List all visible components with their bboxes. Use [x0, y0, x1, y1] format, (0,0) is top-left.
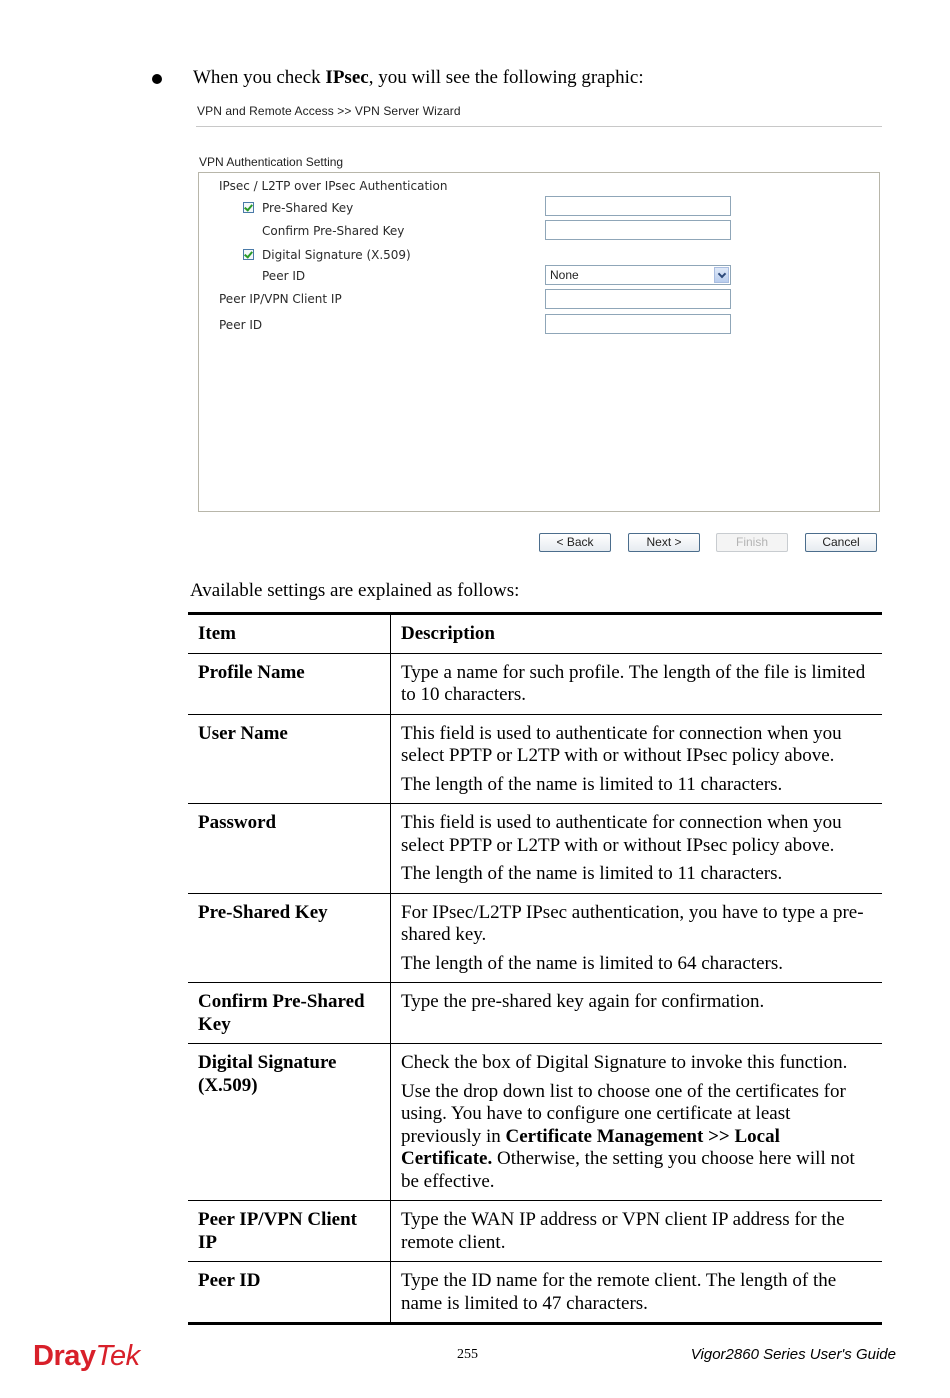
table-row — [188, 714, 882, 804]
header-description: Description — [401, 623, 495, 644]
guide-title: Vigor2860 Series User's Guide — [690, 1346, 896, 1363]
table-row — [188, 1262, 882, 1324]
peer-id-select[interactable] — [545, 265, 731, 285]
settings-intro: Available settings are explained as follows: — [190, 580, 520, 601]
divider — [196, 126, 882, 127]
row-item: Profile Name — [188, 653, 391, 714]
next-button[interactable]: Next > — [628, 533, 700, 552]
table-row — [188, 983, 882, 1044]
breadcrumb: VPN and Remote Access >> VPN Server Wizard — [197, 104, 461, 118]
settings-table — [188, 612, 882, 1325]
peer-id-input[interactable] — [545, 314, 731, 334]
intro-text: When you check IPsec, you will see the following graphic: — [193, 67, 644, 88]
table-row — [188, 804, 882, 894]
peer-ip-label: Peer IP/VPN Client IP — [219, 292, 342, 306]
peer-id-select-value: None — [550, 268, 579, 282]
table-row — [188, 893, 882, 983]
authentication-panel — [198, 172, 880, 512]
section-title: VPN Authentication Setting — [199, 155, 344, 169]
cancel-button[interactable]: Cancel — [805, 533, 877, 552]
pre-shared-key-label: Pre-Shared Key — [262, 201, 354, 215]
row-description: Type the pre-shared key again for confirmation. — [401, 991, 765, 1012]
header-item: Item — [188, 614, 391, 654]
confirm-pre-shared-key-input[interactable] — [545, 220, 731, 240]
pre-shared-key-input[interactable] — [545, 196, 731, 216]
digital-signature-label: Digital Signature (X.509) — [262, 248, 411, 262]
table-row — [188, 1044, 882, 1201]
row-description: Type the ID name for the remote client. The length of the name is limited to 47 characters. — [401, 1270, 837, 1314]
finish-button[interactable]: Finish — [716, 533, 788, 552]
row-description: This field is used to authenticate for connection when you select PPTP or L2TP with or without IPsec policy above. The length of the name is limited to 11 characters. — [401, 812, 842, 884]
row-item: Confirm Pre-Shared Key — [188, 983, 391, 1044]
row-item: User Name — [188, 714, 391, 804]
confirm-pre-shared-key-label: Confirm Pre-Shared Key — [262, 224, 405, 238]
row-description: This field is used to authenticate for connection when you select PPTP or L2TP with or without IPsec policy above. The length of the name is limited to 11 characters. — [401, 722, 842, 795]
bullet-icon — [152, 74, 162, 84]
group-label: IPsec / L2TP over IPsec Authentication — [219, 179, 448, 193]
peer-id-select-label: Peer ID — [262, 269, 306, 283]
row-item: Password — [188, 804, 391, 894]
row-item: Peer ID — [188, 1262, 391, 1324]
row-description: Type a name for such profile. The length of the file is limited to 10 characters. — [401, 661, 866, 705]
table-row — [188, 653, 882, 714]
page-number: 255 — [457, 1347, 478, 1362]
vpn-wizard-screenshot — [196, 100, 886, 560]
row-item: Pre-Shared Key — [188, 893, 391, 983]
back-button[interactable]: < Back — [539, 533, 611, 552]
peer-id-label: Peer ID — [219, 318, 263, 332]
digital-signature-checkbox[interactable] — [243, 249, 254, 260]
row-item: Peer IP/VPN Client IP — [188, 1201, 391, 1262]
row-description: Type the WAN IP address or VPN client IP address for the remote client. — [401, 1209, 845, 1253]
row-description: Check the box of Digital Signature to invoke this function. Use the drop down list to choose one of the certificates for using. You have to configure one certificate at least previously in Certificate Management >> Local Certificate. Otherwise, the setting you choose here will not be effective. — [401, 1052, 855, 1192]
chevron-down-icon[interactable] — [714, 267, 729, 283]
row-description: For IPsec/L2TP IPsec authentication, you have to type a pre-shared key. The length of the name is limited to 64 characters. — [401, 901, 864, 974]
pre-shared-key-checkbox[interactable] — [243, 202, 254, 213]
table-row — [188, 1201, 882, 1262]
draytek-logo: DrayTek — [33, 1340, 140, 1372]
peer-ip-input[interactable] — [545, 289, 731, 309]
table-header-row — [188, 614, 882, 654]
row-item: Digital Signature (X.509) — [188, 1044, 391, 1201]
